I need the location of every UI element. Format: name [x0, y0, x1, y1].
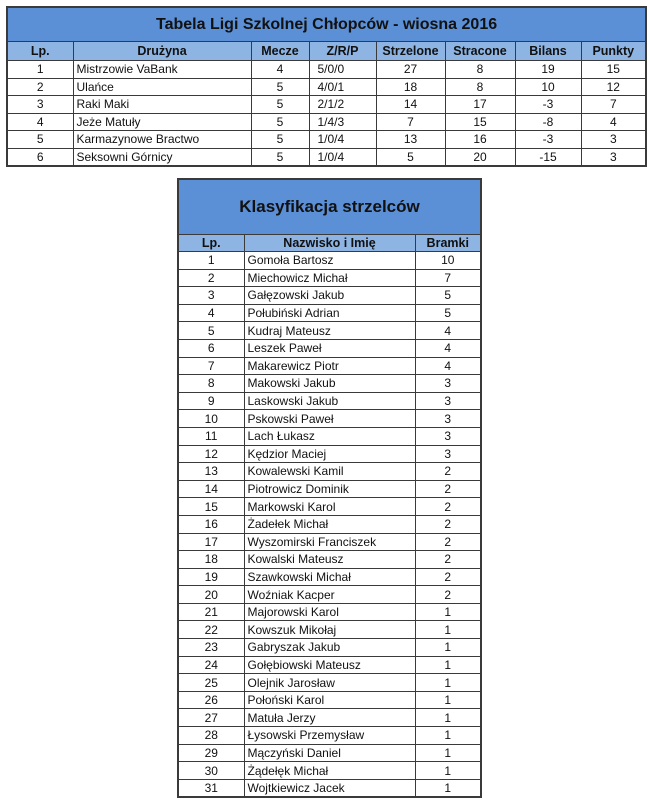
goals-cell: 7 — [415, 269, 481, 287]
goals-cell: 3 — [415, 427, 481, 445]
rank-cell: 29 — [178, 744, 244, 762]
wdl-cell: 1/4/3 — [309, 113, 376, 131]
rank-cell: 15 — [178, 498, 244, 516]
player-name-cell: Mączyński Daniel — [244, 744, 415, 762]
rank-cell: 1 — [178, 252, 244, 270]
goals-cell: 1 — [415, 727, 481, 745]
goals-cell: 1 — [415, 639, 481, 657]
player-name-cell: Lach Łukasz — [244, 427, 415, 445]
player-name-cell: Żądełęk Michał — [244, 762, 415, 780]
rank-header: Lp. — [7, 42, 73, 61]
table-row — [7, 78, 646, 96]
goals-against-cell: 16 — [445, 131, 515, 149]
matches-cell: 5 — [251, 96, 309, 114]
player-name-cell: Kowalewski Kamil — [244, 463, 415, 481]
goals-against-cell: 17 — [445, 96, 515, 114]
rank-cell: 21 — [178, 603, 244, 621]
goals-cell: 3 — [415, 445, 481, 463]
table-row — [178, 287, 481, 305]
goals-cell: 3 — [415, 375, 481, 393]
goals-cell: 1 — [415, 691, 481, 709]
goals-cell: 2 — [415, 463, 481, 481]
player-name-cell: Piotrowicz Dominik — [244, 480, 415, 498]
rank-cell: 27 — [178, 709, 244, 727]
points-header: Punkty — [581, 42, 646, 61]
table-row — [178, 551, 481, 569]
scorers-title: Klasyfikacja strzelców — [178, 179, 481, 235]
table-row — [178, 586, 481, 604]
goals-cell: 5 — [415, 287, 481, 305]
wdl-cell: 5/0/0 — [309, 61, 376, 79]
wdl-header: Z/R/P — [309, 42, 376, 61]
rank-cell: 4 — [7, 113, 73, 131]
table-row — [178, 727, 481, 745]
table-row — [178, 779, 481, 797]
table-row — [178, 568, 481, 586]
player-name-cell: Kowalski Mateusz — [244, 551, 415, 569]
rank-cell: 8 — [178, 375, 244, 393]
player-name-cell: Gałęzowski Jakub — [244, 287, 415, 305]
rank-cell: 24 — [178, 656, 244, 674]
goal-diff-cell: 10 — [515, 78, 581, 96]
table-row — [178, 621, 481, 639]
goals-cell: 1 — [415, 709, 481, 727]
rank-cell: 26 — [178, 691, 244, 709]
table-row — [178, 744, 481, 762]
player-name-cell: Żadełek Michał — [244, 515, 415, 533]
player-name-cell: Miechowicz Michał — [244, 269, 415, 287]
goals-cell: 1 — [415, 674, 481, 692]
team-cell: Seksowni Górnicy — [73, 148, 251, 166]
wdl-cell: 2/1/2 — [309, 96, 376, 114]
table-row — [178, 445, 481, 463]
rank-cell: 18 — [178, 551, 244, 569]
player-name-cell: Wyszomirski Franciszek — [244, 533, 415, 551]
table-row — [178, 427, 481, 445]
player-name-cell: Kudraj Mateusz — [244, 322, 415, 340]
goals-cell: 2 — [415, 533, 481, 551]
player-name-cell: Gołębiowski Mateusz — [244, 656, 415, 674]
rank-cell: 2 — [7, 78, 73, 96]
table-row — [178, 515, 481, 533]
goals-cell: 4 — [415, 322, 481, 340]
table-row — [7, 96, 646, 114]
goals-header: Bramki — [415, 235, 481, 252]
table-row — [178, 639, 481, 657]
table-row — [7, 131, 646, 149]
table-row — [178, 375, 481, 393]
rank-cell: 2 — [178, 269, 244, 287]
goals-cell: 5 — [415, 304, 481, 322]
player-name-cell: Połubiński Adrian — [244, 304, 415, 322]
player-name-cell: Szawkowski Michał — [244, 568, 415, 586]
goals-cell: 1 — [415, 656, 481, 674]
goals-cell: 2 — [415, 568, 481, 586]
table-row — [7, 61, 646, 79]
table-row — [7, 148, 646, 166]
goals-cell: 3 — [415, 392, 481, 410]
rank-cell: 23 — [178, 639, 244, 657]
player-name-cell: Markowski Karol — [244, 498, 415, 516]
player-name-cell: Wojtkiewicz Jacek — [244, 779, 415, 797]
points-cell: 12 — [581, 78, 646, 96]
scorers-header-row — [178, 235, 481, 252]
goals-cell: 1 — [415, 779, 481, 797]
goals-against-cell: 8 — [445, 78, 515, 96]
rank-cell: 5 — [7, 131, 73, 149]
team-cell: Ulańce — [73, 78, 251, 96]
goals-for-cell: 13 — [376, 131, 445, 149]
goals-for-cell: 18 — [376, 78, 445, 96]
table-row — [178, 410, 481, 428]
rank-header: Lp. — [178, 235, 244, 252]
rank-cell: 13 — [178, 463, 244, 481]
player-name-cell: Makowski Jakub — [244, 375, 415, 393]
player-name-cell: Olejnik Jarosław — [244, 674, 415, 692]
table-row — [178, 304, 481, 322]
table-row — [178, 269, 481, 287]
goals-cell: 4 — [415, 339, 481, 357]
player-name-cell: Gabryszak Jakub — [244, 639, 415, 657]
rank-cell: 10 — [178, 410, 244, 428]
goals-cell: 2 — [415, 515, 481, 533]
goals-cell: 1 — [415, 744, 481, 762]
rank-cell: 16 — [178, 515, 244, 533]
table-row — [178, 533, 481, 551]
wdl-cell: 1/0/4 — [309, 148, 376, 166]
goals-cell: 2 — [415, 551, 481, 569]
points-cell: 3 — [581, 148, 646, 166]
league-header-row — [7, 42, 646, 61]
league-table — [6, 6, 647, 167]
rank-cell: 19 — [178, 568, 244, 586]
matches-cell: 4 — [251, 61, 309, 79]
player-name-cell: Kowszuk Mikołaj — [244, 621, 415, 639]
goals-for-header: Strzelone — [376, 42, 445, 61]
rank-cell: 31 — [178, 779, 244, 797]
player-name-cell: Kędzior Maciej — [244, 445, 415, 463]
table-row — [178, 762, 481, 780]
matches-cell: 5 — [251, 131, 309, 149]
table-row — [178, 498, 481, 516]
goals-for-cell: 5 — [376, 148, 445, 166]
points-cell: 4 — [581, 113, 646, 131]
rank-cell: 1 — [7, 61, 73, 79]
points-cell: 7 — [581, 96, 646, 114]
goals-cell: 10 — [415, 252, 481, 270]
league-title: Tabela Ligi Szkolnej Chłopców - wiosna 2016 — [7, 7, 646, 42]
goal-diff-header: Bilans — [515, 42, 581, 61]
team-cell: Raki Maki — [73, 96, 251, 114]
goals-for-cell: 7 — [376, 113, 445, 131]
table-row — [178, 480, 481, 498]
table-row — [178, 603, 481, 621]
goals-for-cell: 27 — [376, 61, 445, 79]
goal-diff-cell: -3 — [515, 96, 581, 114]
goals-against-cell: 20 — [445, 148, 515, 166]
goals-against-header: Stracone — [445, 42, 515, 61]
wdl-cell: 4/0/1 — [309, 78, 376, 96]
scorers-table — [177, 178, 482, 798]
team-cell: Mistrzowie VaBank — [73, 61, 251, 79]
table-row — [178, 709, 481, 727]
player-name-cell: Gomoła Bartosz — [244, 252, 415, 270]
rank-cell: 12 — [178, 445, 244, 463]
rank-cell: 20 — [178, 586, 244, 604]
rank-cell: 3 — [7, 96, 73, 114]
rank-cell: 25 — [178, 674, 244, 692]
player-name-cell: Majorowski Karol — [244, 603, 415, 621]
player-name-cell: Matuła Jerzy — [244, 709, 415, 727]
goals-cell: 2 — [415, 498, 481, 516]
league-body — [7, 61, 646, 167]
player-name-cell: Połoński Karol — [244, 691, 415, 709]
table-row — [178, 674, 481, 692]
team-cell: Karmazynowe Bractwo — [73, 131, 251, 149]
table-row — [178, 463, 481, 481]
matches-cell: 5 — [251, 113, 309, 131]
goals-cell: 1 — [415, 603, 481, 621]
player-name-cell: Pskowski Paweł — [244, 410, 415, 428]
goals-cell: 4 — [415, 357, 481, 375]
rank-cell: 17 — [178, 533, 244, 551]
rank-cell: 4 — [178, 304, 244, 322]
table-row — [178, 322, 481, 340]
table-row — [178, 357, 481, 375]
rank-cell: 7 — [178, 357, 244, 375]
rank-cell: 5 — [178, 322, 244, 340]
rank-cell: 9 — [178, 392, 244, 410]
rank-cell: 14 — [178, 480, 244, 498]
table-row — [178, 392, 481, 410]
goal-diff-cell: 19 — [515, 61, 581, 79]
goals-for-cell: 14 — [376, 96, 445, 114]
rank-cell: 3 — [178, 287, 244, 305]
table-row — [7, 113, 646, 131]
goals-cell: 1 — [415, 762, 481, 780]
team-header: Drużyna — [73, 42, 251, 61]
goal-diff-cell: -8 — [515, 113, 581, 131]
goals-cell: 2 — [415, 586, 481, 604]
table-row — [178, 252, 481, 270]
rank-cell: 28 — [178, 727, 244, 745]
player-name-cell: Leszek Paweł — [244, 339, 415, 357]
table-row — [178, 339, 481, 357]
player-name-cell: Makarewicz Piotr — [244, 357, 415, 375]
scorers-title-row — [178, 179, 481, 235]
rank-cell: 6 — [7, 148, 73, 166]
league-title-row — [7, 7, 646, 42]
points-cell: 3 — [581, 131, 646, 149]
goals-against-cell: 15 — [445, 113, 515, 131]
goals-cell: 3 — [415, 410, 481, 428]
matches-cell: 5 — [251, 78, 309, 96]
goal-diff-cell: -15 — [515, 148, 581, 166]
goals-cell: 2 — [415, 480, 481, 498]
rank-cell: 30 — [178, 762, 244, 780]
player-name-cell: Łysowski Przemysław — [244, 727, 415, 745]
player-name-cell: Woźniak Kacper — [244, 586, 415, 604]
team-cell: Jeże Matuły — [73, 113, 251, 131]
table-row — [178, 656, 481, 674]
scorers-body — [178, 252, 481, 798]
matches-header: Mecze — [251, 42, 309, 61]
points-cell: 15 — [581, 61, 646, 79]
goals-against-cell: 8 — [445, 61, 515, 79]
rank-cell: 11 — [178, 427, 244, 445]
table-row — [178, 691, 481, 709]
player-name-header: Nazwisko i Imię — [244, 235, 415, 252]
goal-diff-cell: -3 — [515, 131, 581, 149]
goals-cell: 1 — [415, 621, 481, 639]
wdl-cell: 1/0/4 — [309, 131, 376, 149]
rank-cell: 22 — [178, 621, 244, 639]
matches-cell: 5 — [251, 148, 309, 166]
rank-cell: 6 — [178, 339, 244, 357]
player-name-cell: Laskowski Jakub — [244, 392, 415, 410]
